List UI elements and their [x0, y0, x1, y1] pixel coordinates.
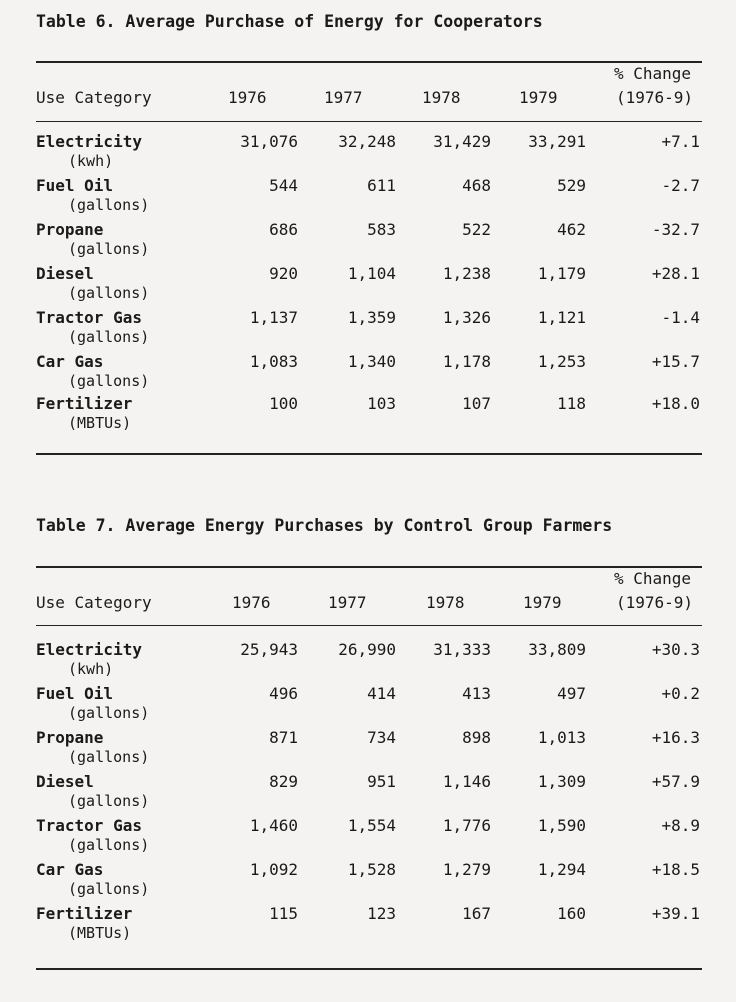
- row-category: Propane: [36, 728, 104, 747]
- cell-1976: 920: [269, 264, 298, 283]
- row-unit: (gallons): [68, 880, 150, 898]
- cell-1977: 1,359: [347, 308, 396, 327]
- row-unit: (gallons): [68, 836, 150, 854]
- row-category: Diesel: [36, 772, 94, 791]
- cell-1979: 1,294: [537, 860, 586, 879]
- cell-1977: 583: [367, 220, 396, 239]
- cell-1976: 25,943: [240, 640, 298, 659]
- cell-change: +28.1: [651, 264, 700, 283]
- header-change-bottom: (1976-9): [616, 88, 694, 107]
- row-unit: (gallons): [68, 196, 150, 214]
- row-unit: (gallons): [68, 328, 150, 346]
- cell-1977: 1,554: [347, 816, 396, 835]
- cell-1977: 1,104: [347, 264, 396, 283]
- cell-1977: 734: [367, 728, 396, 747]
- cell-1978: 1,238: [442, 264, 491, 283]
- header-bottom-rule: [36, 625, 702, 626]
- table-row: [36, 220, 702, 260]
- table-row: [36, 394, 702, 434]
- cell-1976: 829: [269, 772, 298, 791]
- header-change-top: % Change: [614, 64, 692, 83]
- cell-1977: 414: [367, 684, 396, 703]
- cell-change: +7.1: [661, 132, 700, 151]
- cell-1979: 462: [557, 220, 586, 239]
- table-bottom-rule: [36, 968, 702, 970]
- row-unit: (kwh): [68, 152, 114, 170]
- header-top-rule: [36, 566, 702, 568]
- cell-1976: 1,092: [249, 860, 298, 879]
- cell-1979: 1,590: [537, 816, 586, 835]
- table-row: [36, 684, 702, 724]
- cell-1977: 123: [367, 904, 396, 923]
- row-unit: (kwh): [68, 660, 114, 678]
- cell-1976: 1,137: [249, 308, 298, 327]
- cell-1979: 33,291: [528, 132, 586, 151]
- row-unit: (gallons): [68, 372, 150, 390]
- cell-1978: 1,178: [442, 352, 491, 371]
- cell-1978: 31,333: [433, 640, 491, 659]
- cell-1979: 529: [557, 176, 586, 195]
- cell-1976: 544: [269, 176, 298, 195]
- cell-1979: 1,179: [537, 264, 586, 283]
- cell-change: +8.9: [661, 816, 700, 835]
- cell-change: +18.0: [651, 394, 700, 413]
- row-category: Fertilizer: [36, 394, 133, 413]
- cell-1979: 118: [557, 394, 586, 413]
- header-change-top: % Change: [614, 569, 692, 588]
- header-change-bottom: (1976-9): [616, 593, 694, 612]
- cell-change: +30.3: [651, 640, 700, 659]
- cell-1978: 898: [462, 728, 491, 747]
- table-row: [36, 860, 702, 900]
- table-row: [36, 640, 702, 680]
- table-title: Table 6. Average Purchase of Energy for Cooperators: [36, 12, 543, 31]
- cell-1978: 1,326: [442, 308, 491, 327]
- cell-change: -32.7: [651, 220, 700, 239]
- table-row: [36, 132, 702, 172]
- row-category: Electricity: [36, 640, 142, 659]
- header-1976: 1976: [228, 88, 267, 107]
- cell-1978: 1,146: [442, 772, 491, 791]
- cell-1979: 160: [557, 904, 586, 923]
- table-row: [36, 264, 702, 304]
- header-bottom-rule: [36, 121, 702, 122]
- table-row: [36, 904, 702, 944]
- table-bottom-rule: [36, 453, 702, 455]
- cell-1978: 468: [462, 176, 491, 195]
- cell-1978: 107: [462, 394, 491, 413]
- cell-1979: 33,809: [528, 640, 586, 659]
- cell-1977: 26,990: [338, 640, 396, 659]
- row-category: Fuel Oil: [36, 684, 114, 703]
- cell-change: +0.2: [661, 684, 700, 703]
- row-category: Fuel Oil: [36, 176, 114, 195]
- header-1978: 1978: [422, 88, 461, 107]
- cell-1976: 31,076: [240, 132, 298, 151]
- cell-1978: 167: [462, 904, 491, 923]
- header-1978: 1978: [426, 593, 465, 612]
- cell-change: +18.5: [651, 860, 700, 879]
- row-category: Diesel: [36, 264, 94, 283]
- cell-1976: 100: [269, 394, 298, 413]
- cell-change: +57.9: [651, 772, 700, 791]
- row-unit: (MBTUs): [68, 414, 132, 432]
- header-use-category: Use Category: [36, 593, 152, 612]
- row-unit: (gallons): [68, 240, 150, 258]
- table-row: [36, 352, 702, 392]
- header-top-rule: [36, 61, 702, 63]
- row-category: Electricity: [36, 132, 142, 151]
- table-row: [36, 728, 702, 768]
- cell-1976: 686: [269, 220, 298, 239]
- cell-1977: 951: [367, 772, 396, 791]
- cell-1979: 1,013: [537, 728, 586, 747]
- cell-1979: 1,253: [537, 352, 586, 371]
- table-row: [36, 816, 702, 856]
- header-use-category: Use Category: [36, 88, 152, 107]
- cell-change: -1.4: [661, 308, 700, 327]
- cell-1979: 497: [557, 684, 586, 703]
- table-row: [36, 772, 702, 812]
- cell-change: +15.7: [651, 352, 700, 371]
- row-category: Tractor Gas: [36, 308, 142, 327]
- cell-1977: 611: [367, 176, 396, 195]
- table-row: [36, 308, 702, 348]
- row-unit: (gallons): [68, 792, 150, 810]
- cell-1977: 32,248: [338, 132, 396, 151]
- cell-1976: 115: [269, 904, 298, 923]
- header-1977: 1977: [324, 88, 363, 107]
- header-1979: 1979: [523, 593, 562, 612]
- row-unit: (gallons): [68, 748, 150, 766]
- row-unit: (gallons): [68, 704, 150, 722]
- row-unit: (gallons): [68, 284, 150, 302]
- header-1977: 1977: [328, 593, 367, 612]
- row-category: Fertilizer: [36, 904, 133, 923]
- row-category: Car Gas: [36, 860, 104, 879]
- cell-1978: 31,429: [433, 132, 491, 151]
- cell-1979: 1,309: [537, 772, 586, 791]
- cell-1976: 1,083: [249, 352, 298, 371]
- cell-change: +39.1: [651, 904, 700, 923]
- cell-1978: 413: [462, 684, 491, 703]
- cell-change: -2.7: [661, 176, 700, 195]
- header-1976: 1976: [232, 593, 271, 612]
- cell-1978: 522: [462, 220, 491, 239]
- cell-change: +16.3: [651, 728, 700, 747]
- cell-1976: 496: [269, 684, 298, 703]
- row-category: Propane: [36, 220, 104, 239]
- header-1979: 1979: [519, 88, 558, 107]
- cell-1978: 1,279: [442, 860, 491, 879]
- cell-1977: 103: [367, 394, 396, 413]
- cell-1977: 1,528: [347, 860, 396, 879]
- row-category: Tractor Gas: [36, 816, 142, 835]
- cell-1976: 871: [269, 728, 298, 747]
- row-unit: (MBTUs): [68, 924, 132, 942]
- cell-1977: 1,340: [347, 352, 396, 371]
- row-category: Car Gas: [36, 352, 104, 371]
- cell-1976: 1,460: [249, 816, 298, 835]
- table-title: Table 7. Average Energy Purchases by Control Group Farmers: [36, 516, 613, 535]
- table-row: [36, 176, 702, 216]
- cell-1979: 1,121: [537, 308, 586, 327]
- cell-1978: 1,776: [442, 816, 491, 835]
